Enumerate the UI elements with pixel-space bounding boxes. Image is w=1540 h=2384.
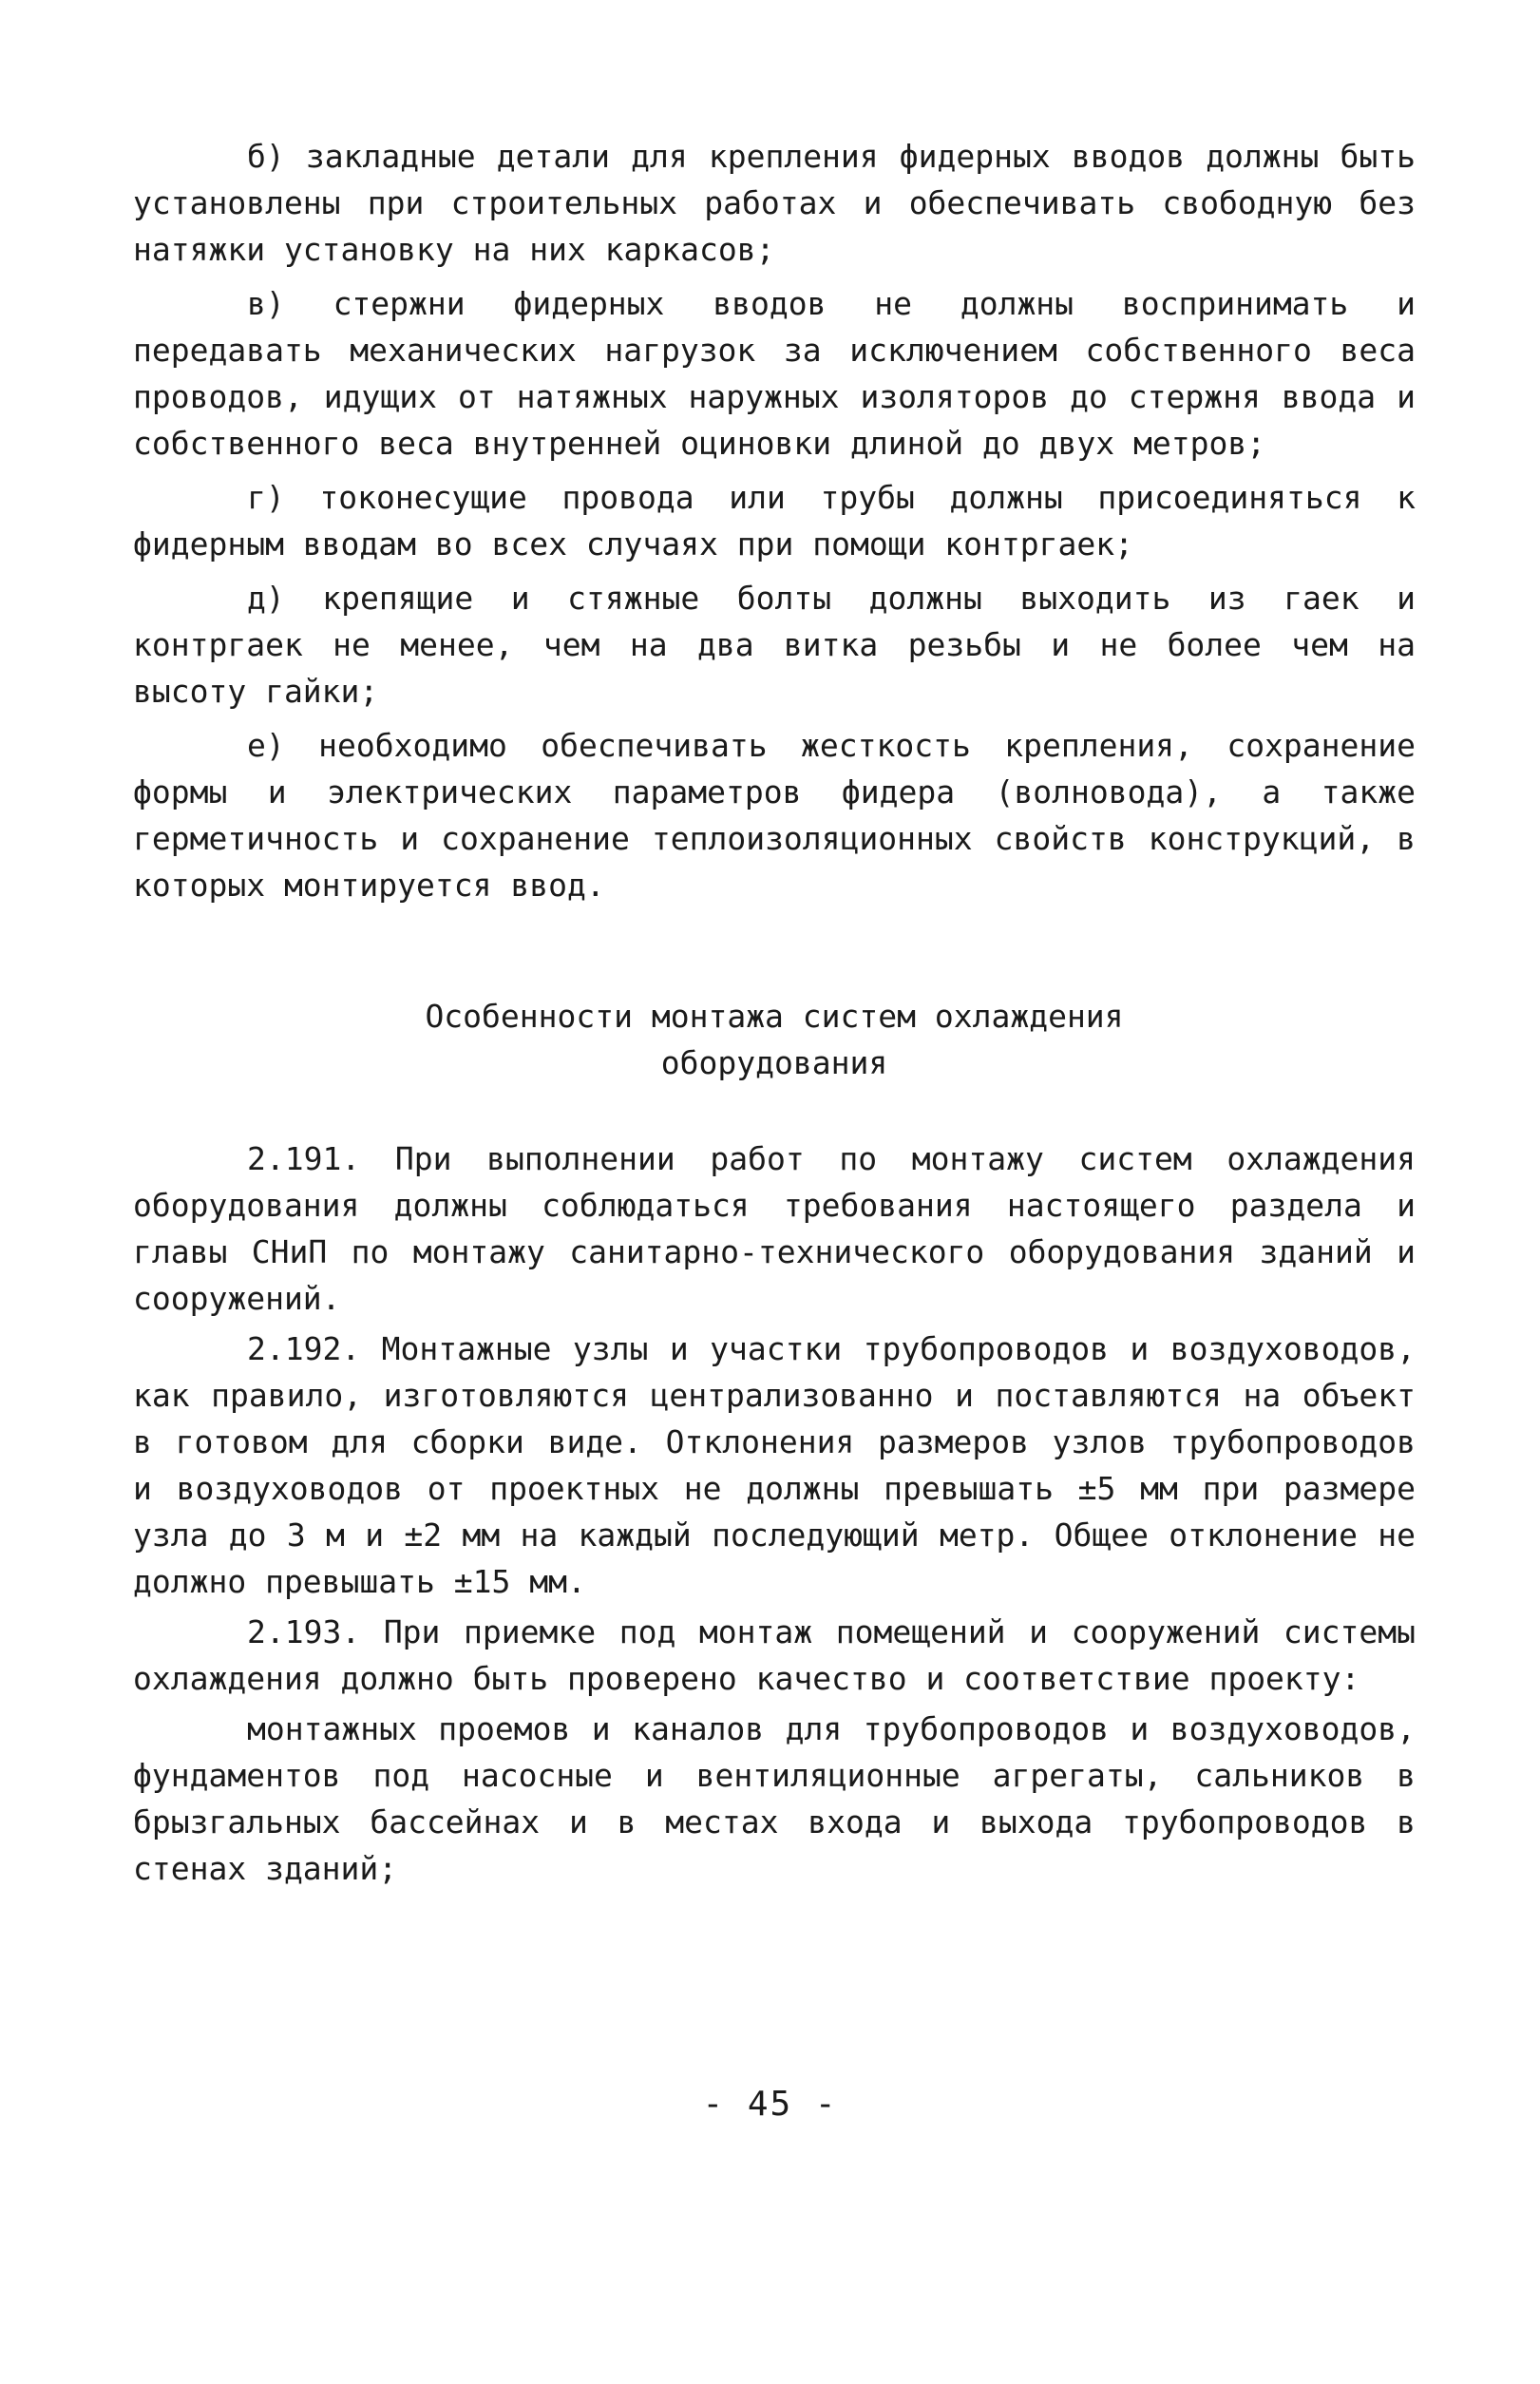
paragraph-e: е) необходимо обеспечивать жесткость крепления, сохранение формы и электрических параметров фидера (волновода), а также герметичность и сохранение теплоизоляционных свойств конструкций, в которых монтируется ввод. [133, 727, 1416, 904]
section-bottom [133, 1135, 1416, 1892]
page-number: - 45 - [702, 2085, 838, 2124]
paragraph-b: б) закладные детали для крепления фидерных вводов должны быть установлены при строительных работах и обеспечивать свободную без натяжки установку на них каркасов; [133, 138, 1416, 268]
paragraph-2-191: 2.191. При выполнении работ по монтажу систем охлаждения оборудования должны соблюдаться требования настоящего раздела и главы СНиП по монтажу санитарно-технического оборудования зданий и сооружений. [133, 1140, 1416, 1317]
heading-line-1: Особенности монтажа систем охлаждения [425, 998, 1124, 1035]
paragraph-g: г) токонесущие провода или трубы должны присоединяться к фидерным вводам во всех случаях при помощи контргаек; [133, 479, 1416, 563]
section-top [133, 133, 1416, 908]
paragraph-openings: монтажных проемов и каналов для трубопроводов и воздуховодов, фундаментов под насосные и вентиляционные агрегаты, сальников в брызгальных бассейнах и в местах входа и выхода трубопроводов в стенах зданий; [133, 1710, 1416, 1887]
paragraph-d: д) крепящие и стяжные болты должны выходить из гаек и контргаек не менее, чем на два витка резьбы и не более чем на высоту гайки; [133, 580, 1416, 710]
paragraph-2-192: 2.192. Монтажные узлы и участки трубопроводов и воздуховодов, как правило, изготовляются централизованно и поставляются на объект в готовом для сборки виде. Отклонения размеров узлов трубопроводов и воздуховодов от проектных не должны превышать ±5 мм при размере узла до 3 м и ±2 мм на каждый последующий метр. Общее отклонение не должно превышать ±15 мм. [133, 1330, 1416, 1600]
paragraph-2-193: 2.193. При приемке под монтаж помещений и сооружений системы охлаждения должно быть проверено качество и соответствие проекту: [133, 1613, 1416, 1697]
paragraph-v: в) стержни фидерных вводов не должны воспринимать и передавать механических нагрузок за исключением собственного веса проводов, идущих от натяжных наружных изоляторов до стержня ввода и собственного веса внутренней оциновки длиной до двух метров; [133, 285, 1416, 462]
heading-line-2: оборудования [660, 1044, 888, 1081]
section-heading [133, 993, 1416, 1086]
